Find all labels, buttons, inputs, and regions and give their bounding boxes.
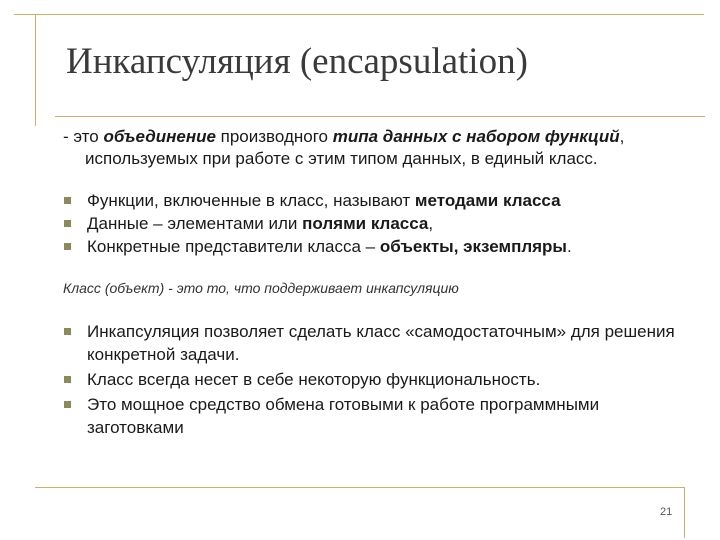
square-bullet-icon bbox=[64, 401, 71, 408]
definition-term: объединение bbox=[103, 127, 216, 146]
class-members-list bbox=[63, 189, 683, 258]
square-bullet-icon bbox=[64, 328, 71, 335]
square-bullet-icon bbox=[64, 376, 71, 383]
definition-term: типа данных с набором функций bbox=[332, 127, 620, 146]
italic-note: Класс (объект) - это то, что поддерживает инкапсуляцию bbox=[63, 280, 459, 296]
item-bold: полями класса bbox=[302, 214, 429, 233]
definition-text: - это bbox=[63, 127, 104, 146]
item-text: Функции, включенные в класс, называют bbox=[87, 191, 415, 210]
square-bullet-icon bbox=[64, 197, 71, 204]
frame-right-line bbox=[684, 488, 685, 538]
list-item bbox=[63, 393, 683, 439]
list-item bbox=[63, 235, 683, 258]
frame-left-line bbox=[35, 14, 36, 126]
square-bullet-icon bbox=[64, 243, 71, 250]
item-bold: объекты, экземпляры bbox=[379, 237, 567, 256]
item-tail: . bbox=[566, 237, 572, 256]
title-underline bbox=[55, 116, 705, 117]
page-number: 21 bbox=[660, 506, 673, 518]
list-item bbox=[63, 212, 683, 235]
frame-top-line bbox=[14, 14, 704, 15]
list-item bbox=[63, 189, 683, 212]
slide-title: Инкапсуляция (encapsulation) bbox=[66, 41, 528, 82]
item-tail: , bbox=[428, 214, 434, 233]
item-text: Инкапсуляция позволяет сделать класс «самодостаточным» для решения конкретной задачи. bbox=[87, 322, 675, 364]
list-item bbox=[63, 368, 683, 391]
slide-content bbox=[63, 126, 683, 441]
list-item bbox=[63, 320, 683, 366]
footer-rule bbox=[35, 487, 685, 488]
item-text: Это мощное средство обмена готовыми к работе программными заготовками bbox=[87, 395, 600, 437]
item-text: Данные – элементами или bbox=[87, 214, 303, 233]
definition-text: , используемых при работе с этим типом данных, в единый класс. bbox=[85, 127, 625, 168]
item-text: Класс всегда несет в себе некоторую функциональность. bbox=[87, 370, 541, 389]
item-bold: методами класса bbox=[414, 191, 561, 210]
definition-paragraph bbox=[63, 126, 683, 170]
definition-text: производного bbox=[215, 127, 333, 146]
item-text: Конкретные представители класса – bbox=[87, 237, 380, 256]
square-bullet-icon bbox=[64, 220, 71, 227]
encapsulation-benefits-list bbox=[63, 320, 683, 439]
